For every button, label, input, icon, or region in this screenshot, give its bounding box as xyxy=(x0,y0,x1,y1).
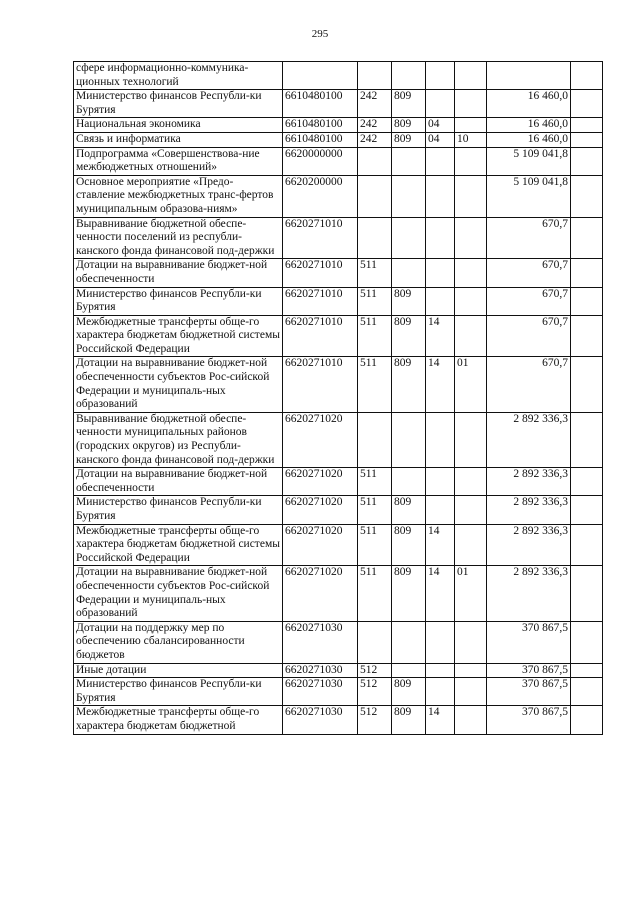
row-section: 14 xyxy=(426,524,455,566)
row-expense-type: 511 xyxy=(358,496,392,524)
row-expense-type: 511 xyxy=(358,357,392,412)
table-row xyxy=(74,357,603,412)
row-empty-cell xyxy=(571,287,603,315)
row-expense-type: 512 xyxy=(358,706,392,734)
row-target-article: 6620271020 xyxy=(283,496,358,524)
row-subsection xyxy=(455,118,487,133)
row-target-article: 6620271010 xyxy=(283,287,358,315)
row-amount: 370 867,5 xyxy=(487,678,571,706)
row-empty-cell xyxy=(571,524,603,566)
row-amount: 2 892 336,3 xyxy=(487,566,571,621)
row-ministry-code: 809 xyxy=(392,524,426,566)
page-number: 295 xyxy=(311,28,329,40)
table-row xyxy=(74,621,603,663)
row-subsection xyxy=(455,678,487,706)
row-ministry-code: 809 xyxy=(392,315,426,357)
row-target-article: 6620271030 xyxy=(283,621,358,663)
row-subsection xyxy=(455,175,487,217)
row-target-article: 6620271020 xyxy=(283,566,358,621)
row-amount xyxy=(487,62,571,90)
row-empty-cell xyxy=(571,678,603,706)
row-section xyxy=(426,663,455,678)
row-subsection: 10 xyxy=(455,132,487,147)
row-ministry-code xyxy=(392,663,426,678)
row-name: Дотации на поддержку мер по обеспечению сбалансированности бюджетов xyxy=(74,621,283,663)
row-subsection: 01 xyxy=(455,566,487,621)
row-name: Дотации на выравнивание бюджет-ной обеспеченности субъектов Рос-сийской Федерации и муниципаль-ных образований xyxy=(74,357,283,412)
row-empty-cell xyxy=(571,217,603,259)
row-amount: 670,7 xyxy=(487,315,571,357)
row-name: Дотации на выравнивание бюджет-ной обеспеченности xyxy=(74,468,283,496)
row-ministry-code: 809 xyxy=(392,132,426,147)
row-ministry-code: 809 xyxy=(392,496,426,524)
budget-table-body xyxy=(74,62,603,735)
row-subsection xyxy=(455,90,487,118)
row-subsection xyxy=(455,412,487,467)
row-empty-cell xyxy=(571,62,603,90)
row-amount: 2 892 336,3 xyxy=(487,412,571,467)
row-section xyxy=(426,62,455,90)
row-ministry-code xyxy=(392,468,426,496)
row-amount: 5 109 041,8 xyxy=(487,175,571,217)
row-section: 14 xyxy=(426,706,455,734)
row-section xyxy=(426,175,455,217)
row-empty-cell xyxy=(571,315,603,357)
row-amount: 16 460,0 xyxy=(487,132,571,147)
table-row xyxy=(74,118,603,133)
row-target-article: 6620271030 xyxy=(283,706,358,734)
row-target-article: 6620000000 xyxy=(283,147,358,175)
table-row xyxy=(74,147,603,175)
table-row xyxy=(74,524,603,566)
table-row xyxy=(74,217,603,259)
row-section xyxy=(426,468,455,496)
table-row xyxy=(74,496,603,524)
row-section xyxy=(426,259,455,287)
budget-table xyxy=(73,61,603,735)
table-row xyxy=(74,468,603,496)
row-amount: 16 460,0 xyxy=(487,90,571,118)
row-amount: 16 460,0 xyxy=(487,118,571,133)
row-amount: 2 892 336,3 xyxy=(487,496,571,524)
table-row xyxy=(74,412,603,467)
row-ministry-code xyxy=(392,62,426,90)
row-amount: 670,7 xyxy=(487,259,571,287)
row-target-article: 6620271030 xyxy=(283,678,358,706)
row-name: Дотации на выравнивание бюджет-ной обеспеченности xyxy=(74,259,283,287)
row-ministry-code: 809 xyxy=(392,118,426,133)
table-row xyxy=(74,175,603,217)
row-empty-cell xyxy=(571,496,603,524)
row-expense-type xyxy=(358,412,392,467)
row-section xyxy=(426,412,455,467)
row-subsection xyxy=(455,62,487,90)
row-empty-cell xyxy=(571,147,603,175)
row-name: Подпрограмма «Совершенствова-ние межбюджетных отношений» xyxy=(74,147,283,175)
row-name: Дотации на выравнивание бюджет-ной обеспеченности субъектов Рос-сийской Федерации и муниципаль-ных образований xyxy=(74,566,283,621)
row-section xyxy=(426,621,455,663)
row-ministry-code xyxy=(392,621,426,663)
row-target-article: 6620271020 xyxy=(283,468,358,496)
row-subsection xyxy=(455,496,487,524)
row-target-article: 6620200000 xyxy=(283,175,358,217)
row-empty-cell xyxy=(571,132,603,147)
row-target-article: 6610480100 xyxy=(283,132,358,147)
row-target-article: 6620271030 xyxy=(283,663,358,678)
row-name: Межбюджетные трансферты обще-го характера бюджетам бюджетной системы Российской Федерации xyxy=(74,315,283,357)
table-row xyxy=(74,678,603,706)
table-row xyxy=(74,663,603,678)
row-empty-cell xyxy=(571,357,603,412)
row-section xyxy=(426,217,455,259)
row-subsection xyxy=(455,147,487,175)
row-name: Министерство финансов Республи-ки Бурятия xyxy=(74,496,283,524)
row-expense-type: 511 xyxy=(358,259,392,287)
row-target-article: 6620271010 xyxy=(283,315,358,357)
row-expense-type: 511 xyxy=(358,287,392,315)
row-section xyxy=(426,90,455,118)
row-amount: 2 892 336,3 xyxy=(487,468,571,496)
row-amount: 670,7 xyxy=(487,287,571,315)
row-empty-cell xyxy=(571,259,603,287)
row-name: Межбюджетные трансферты обще-го характера бюджетам бюджетной xyxy=(74,706,283,734)
table-row xyxy=(74,132,603,147)
table-row xyxy=(74,566,603,621)
row-target-article: 6620271010 xyxy=(283,217,358,259)
row-expense-type xyxy=(358,147,392,175)
row-amount: 370 867,5 xyxy=(487,706,571,734)
row-name: Министерство финансов Республи-ки Бурятия xyxy=(74,90,283,118)
row-section: 04 xyxy=(426,118,455,133)
row-name: Иные дотации xyxy=(74,663,283,678)
row-amount: 2 892 336,3 xyxy=(487,524,571,566)
row-ministry-code xyxy=(392,217,426,259)
table-row xyxy=(74,315,603,357)
row-name: Выравнивание бюджетной обеспе-ченности поселений из республи-канского фонда финансовой под-держки xyxy=(74,217,283,259)
table-row xyxy=(74,90,603,118)
row-ministry-code: 809 xyxy=(392,357,426,412)
row-expense-type: 511 xyxy=(358,315,392,357)
row-expense-type xyxy=(358,175,392,217)
row-name: Министерство финансов Республи-ки Бурятия xyxy=(74,678,283,706)
row-name: Межбюджетные трансферты обще-го характера бюджетам бюджетной системы Российской Федерации xyxy=(74,524,283,566)
row-section: 14 xyxy=(426,315,455,357)
row-empty-cell xyxy=(571,663,603,678)
table-row xyxy=(74,706,603,734)
row-expense-type: 512 xyxy=(358,663,392,678)
row-empty-cell xyxy=(571,412,603,467)
row-expense-type: 512 xyxy=(358,678,392,706)
row-section xyxy=(426,496,455,524)
row-ministry-code xyxy=(392,147,426,175)
row-empty-cell xyxy=(571,90,603,118)
table-row xyxy=(74,259,603,287)
row-ministry-code: 809 xyxy=(392,566,426,621)
row-subsection xyxy=(455,315,487,357)
row-expense-type xyxy=(358,62,392,90)
row-section xyxy=(426,287,455,315)
row-target-article: 6610480100 xyxy=(283,90,358,118)
row-empty-cell xyxy=(571,621,603,663)
row-name: Основное мероприятие «Предо-ставление межбюджетных транс-фертов муниципальным образова-ниям» xyxy=(74,175,283,217)
row-ministry-code: 809 xyxy=(392,90,426,118)
row-name: Связь и информатика xyxy=(74,132,283,147)
row-expense-type: 511 xyxy=(358,468,392,496)
row-ministry-code: 809 xyxy=(392,678,426,706)
row-target-article: 6620271020 xyxy=(283,524,358,566)
row-name: сфере информационно-коммуника-ционных технологий xyxy=(74,62,283,90)
row-target-article: 6620271010 xyxy=(283,357,358,412)
row-ministry-code: 809 xyxy=(392,706,426,734)
row-subsection: 01 xyxy=(455,357,487,412)
row-empty-cell xyxy=(571,706,603,734)
row-expense-type: 242 xyxy=(358,118,392,133)
row-target-article xyxy=(283,62,358,90)
row-subsection xyxy=(455,259,487,287)
row-empty-cell xyxy=(571,118,603,133)
row-subsection xyxy=(455,217,487,259)
row-expense-type: 242 xyxy=(358,132,392,147)
row-expense-type: 242 xyxy=(358,90,392,118)
row-subsection xyxy=(455,287,487,315)
table-row xyxy=(74,287,603,315)
row-section: 04 xyxy=(426,132,455,147)
row-ministry-code: 809 xyxy=(392,287,426,315)
row-section xyxy=(426,147,455,175)
row-amount: 670,7 xyxy=(487,357,571,412)
row-section xyxy=(426,678,455,706)
row-subsection xyxy=(455,621,487,663)
row-amount: 370 867,5 xyxy=(487,663,571,678)
row-subsection xyxy=(455,468,487,496)
row-name: Министерство финансов Республи-ки Бурятия xyxy=(74,287,283,315)
row-subsection xyxy=(455,663,487,678)
row-subsection xyxy=(455,524,487,566)
row-ministry-code xyxy=(392,175,426,217)
row-empty-cell xyxy=(571,175,603,217)
row-ministry-code xyxy=(392,412,426,467)
row-ministry-code xyxy=(392,259,426,287)
row-name: Национальная экономика xyxy=(74,118,283,133)
row-section: 14 xyxy=(426,357,455,412)
row-expense-type: 511 xyxy=(358,566,392,621)
row-target-article: 6610480100 xyxy=(283,118,358,133)
row-expense-type xyxy=(358,621,392,663)
row-expense-type: 511 xyxy=(358,524,392,566)
row-expense-type xyxy=(358,217,392,259)
row-name: Выравнивание бюджетной обеспе-ченности муниципальных районов (городских округов) из Республи-канского фонда финансовой под-держки xyxy=(74,412,283,467)
row-amount: 670,7 xyxy=(487,217,571,259)
table-row xyxy=(74,62,603,90)
row-subsection xyxy=(455,706,487,734)
row-amount: 370 867,5 xyxy=(487,621,571,663)
row-empty-cell xyxy=(571,566,603,621)
row-target-article: 6620271020 xyxy=(283,412,358,467)
row-empty-cell xyxy=(571,468,603,496)
row-amount: 5 109 041,8 xyxy=(487,147,571,175)
row-section: 14 xyxy=(426,566,455,621)
row-target-article: 6620271010 xyxy=(283,259,358,287)
